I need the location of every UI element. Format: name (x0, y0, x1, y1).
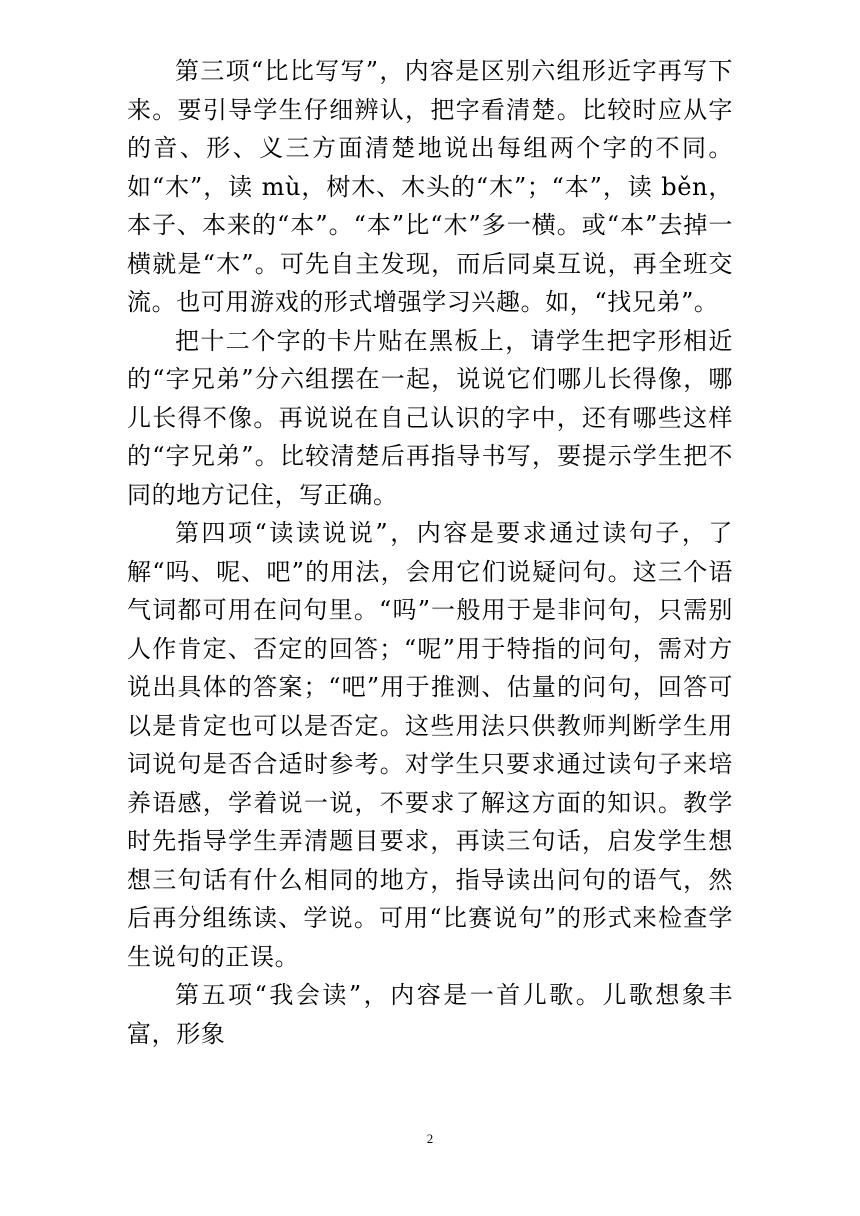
page-number: 2 (426, 1131, 434, 1146)
body-text (127, 52, 733, 1053)
paragraph-item-5-wohuidu: 第五项“我会读”，内容是一首儿歌。儿歌想象丰富，形象 (127, 981, 733, 1048)
paragraph-item-3-bibixiexie: 第三项“比比写写”，内容是区别六组形近字再写下来。要引导学生仔细辨认，把字看清楚。比较时应从字的音、形、义三方面清楚地说出每组两个字的不同。如“木”，读 mù，树木、木头的“木”；“本”，读 běn，本子、本来的“本”。“本”比“木”多一横。或“本”去掉一横就是“木”。可先自主发现，而后同桌互说，再全班交流。也可用游戏的形式增强学习兴趣。如，“找兄弟”。 (127, 57, 733, 316)
paragraph-item-4-duduoshuoshuo: 第四项“读读说说”，内容是要求通过读句子，了解“吗、呢、吧”的用法，会用它们说疑问句。这三个语气词都可用在问句里。“吗”一般用于是非问句，只需别人作肯定、否定的回答；“呢”用于特指的问句，需对方说出具体的答案；“吧”用于推测、估量的问句，回答可以是肯定也可以是否定。这些用法只供教师判断学生用词说句是否合适时参考。对学生只要求通过读句子来培养语感，学着说一说，不要求了解这方面的知识。教学时先指导学生弄清题目要求，再读三句话，启发学生想想三句话有什么相同的地方，指导读出问句的语气，然后再分组练读、学说。可用“比赛说句”的形式来检查学生说句的正误。 (127, 519, 733, 971)
paragraph-zi-xiongdi: 把十二个字的卡片贴在黑板上，请学生把字形相近的“字兄弟”分六组摆在一起，说说它们哪儿长得像，哪儿长得不像。再说说在自己认识的字中，还有哪些这样的“字兄弟”。比较清楚后再指导书写，要提示学生把不同的地方记住，写正确。 (127, 326, 733, 509)
